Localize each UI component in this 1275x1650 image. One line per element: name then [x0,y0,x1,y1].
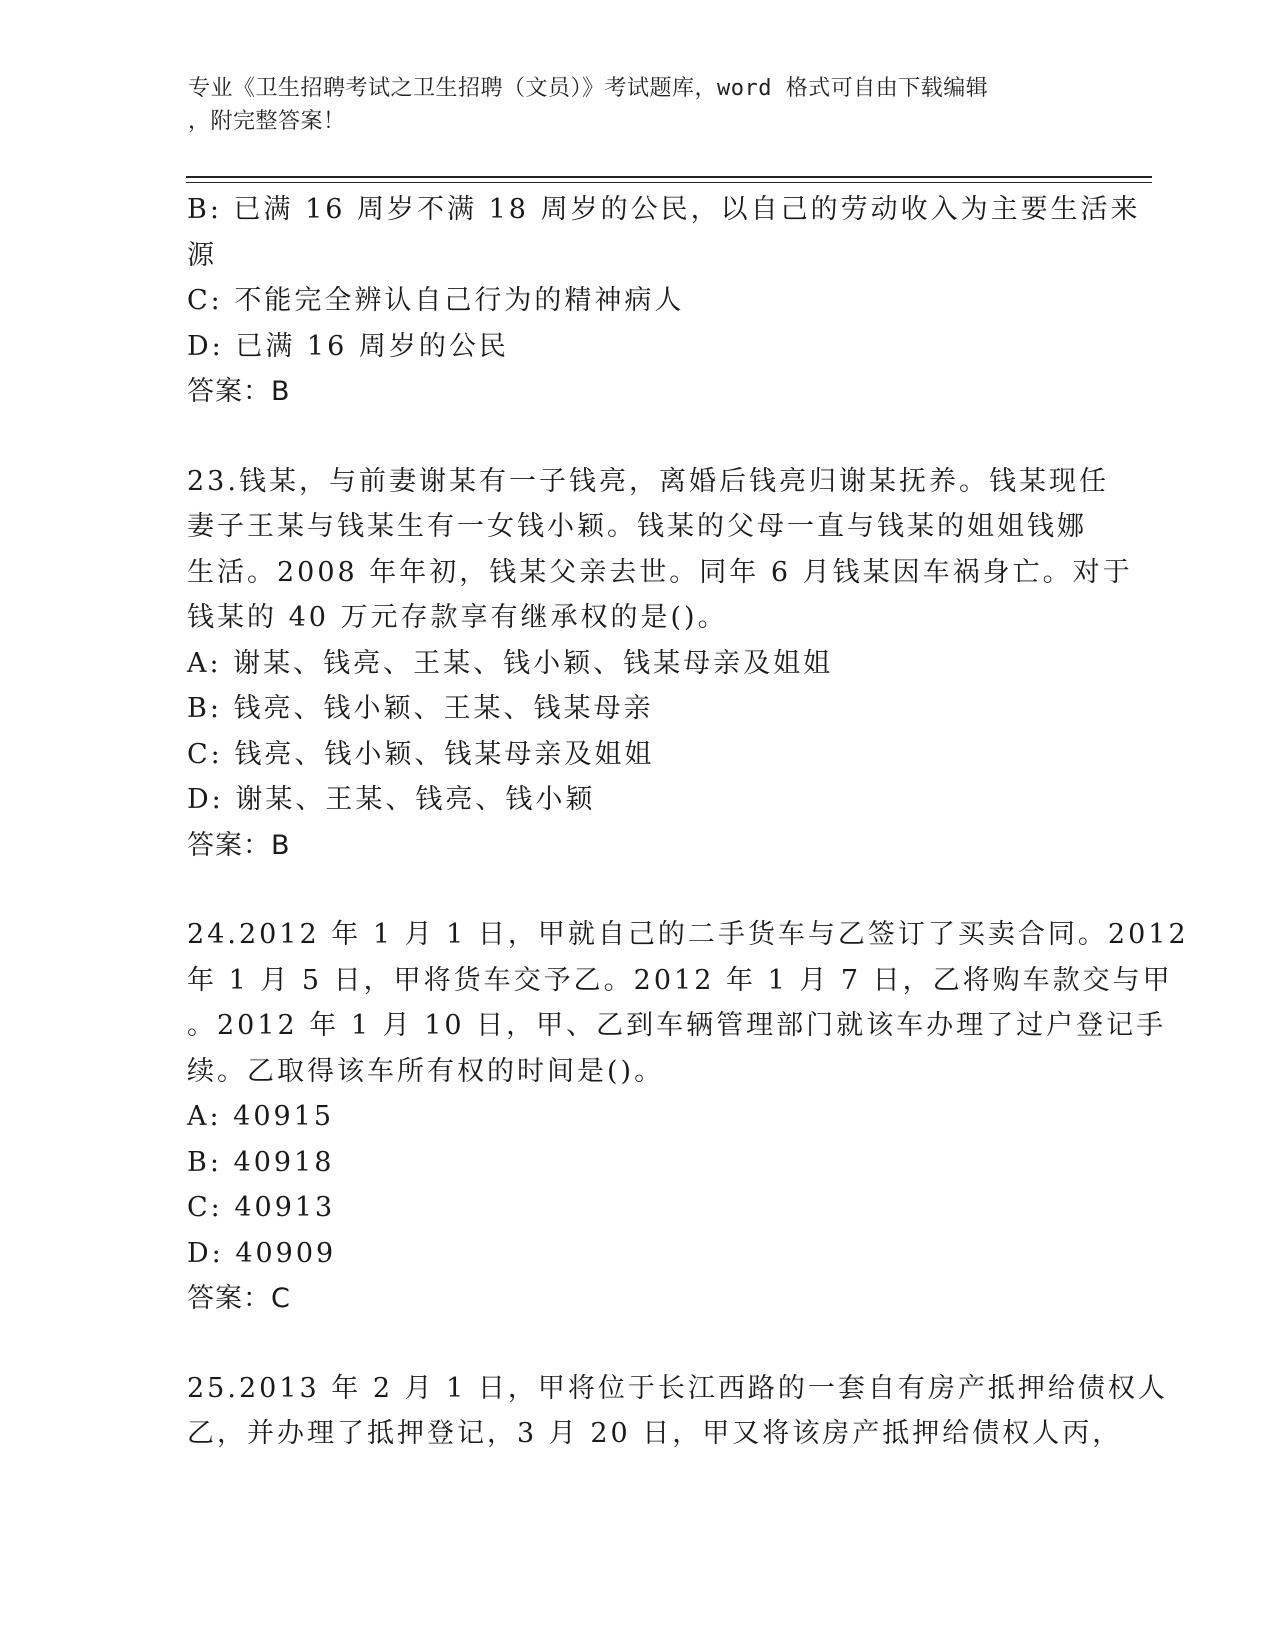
question-24-block [187,912,1189,1322]
q24-answer: 答案：C [187,1283,291,1314]
question-22-block [187,187,1141,415]
q23-stem-line-2: 妻子王某与钱某生有一女钱小颖。钱某的父母一直与钱某的姐姐钱娜 [187,511,1087,542]
q24-stem-line-3: 。2012 年 1 月 10 日，甲、乙到车辆管理部门就该车办理了过户登记手 [187,1010,1167,1041]
header-line-2: ，附完整答案！ [188,109,346,134]
q23-option-a: A: 谢某、钱亮、王某、钱小颖、钱某母亲及姐姐 [187,647,834,679]
q23-stem-line-4: 钱某的 40 万元存款享有继承权的是()。 [187,602,728,633]
question-25-block [187,1366,1168,1457]
q24-option-a: A: 40915 [187,1101,335,1132]
q23-option-c: C: 钱亮、钱小颖、钱某母亲及姐姐 [187,738,655,770]
q24-option-b: B: 40918 [187,1146,335,1178]
q24-stem-line-1: 24.2012 年 1 月 1 日，甲就自己的二手货车与乙签订了买卖合同。2012 [187,919,1189,950]
q25-stem-line-1: 25.2013 年 2 月 1 日，甲将位于长江西路的一套自有房产抵押给债权人 [187,1372,1168,1404]
q22-option-c: C: 不能完全辨认自己行为的精神病人 [187,285,685,316]
q22-option-d: D: 已满 16 周岁的公民 [187,330,509,362]
q23-answer: 答案：B [187,829,291,861]
q24-stem-line-2: 年 1 月 5 日，甲将货车交予乙。2012 年 1 月 7 日，乙将购车款交与甲 [187,964,1173,996]
q24-option-c: C: 40913 [187,1192,336,1223]
header-divider-thick [186,176,1152,178]
header-divider-thin [186,182,1152,183]
q23-stem-line-3: 生活。2008 年年初，钱某父亲去世。同年 6 月钱某因车祸身亡。对于 [187,556,1133,588]
q22-option-b-line-2: 源 [187,239,217,271]
document-body [187,187,1189,1457]
question-23-block [187,459,1133,869]
q22-option-b-line-1: B: 已满 16 周岁不满 18 周岁的公民，以自己的劳动收入为主要生活来 [187,194,1141,225]
q25-stem-line-2: 乙，并办理了抵押登记，3 月 20 日，甲又将该房产抵押给债权人丙， [187,1418,1123,1449]
q23-option-d: D: 谢某、王某、钱亮、钱小颖 [187,784,596,815]
q22-answer: 答案：B [187,376,291,407]
header-line-1: 专业《卫生招聘考试之卫生招聘（文员）》考试题库，word 格式可自由下载编辑 [188,76,989,101]
q24-option-d: D: 40909 [187,1237,337,1269]
q24-stem-line-4: 续。乙取得该车所有权的时间是()。 [187,1055,665,1087]
document-header [188,72,1068,138]
q23-option-b: B: 钱亮、钱小颖、王某、钱某母亲 [187,693,654,724]
q23-stem-line-1: 23.钱某，与前妻谢某有一子钱亮，离婚后钱亮归谢某抚养。钱某现任 [187,465,1109,497]
